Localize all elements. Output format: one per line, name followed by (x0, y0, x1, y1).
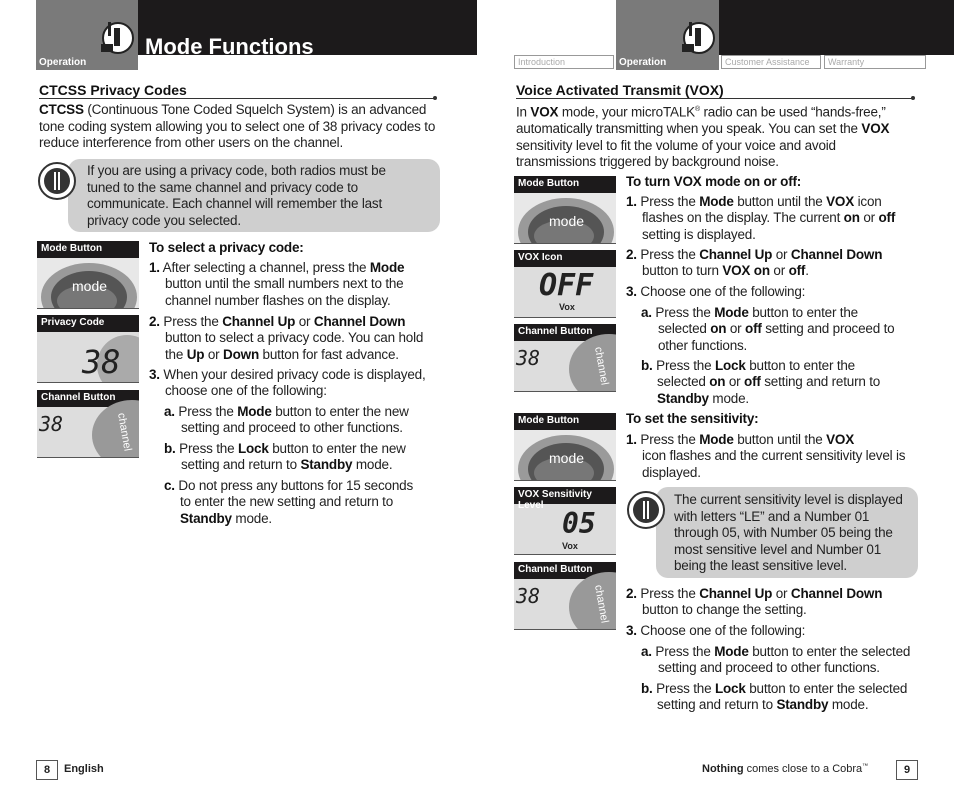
tab-operation-right-label: Operation (619, 57, 667, 68)
ctcss-intro-rest: (Continuous Tone Coded Squelch System) is an advanced tone coding system allowing you to select one of 38 privacy codes to reduce interference from other users on the channel. (39, 102, 436, 150)
image-label: Privacy Code (37, 315, 139, 332)
vox-heading-2: To set the sensitivity: (626, 411, 759, 426)
note-box-left (68, 159, 440, 232)
image-label: Mode Button (514, 176, 616, 193)
note-text-left: If you are using a privacy code, both radios must be tuned to the same channel and privacy code to communicate. Each channel will remember the last privacy code you selected. (87, 163, 386, 228)
channel-button-image-r1 (514, 324, 616, 392)
channel-digits: 38 (516, 584, 541, 608)
image-label: Channel Button (514, 562, 616, 579)
tab-operation-left-label: Operation (39, 57, 87, 68)
left-step-3a: a. Press the Mode button to enter the new (164, 404, 409, 419)
privacy-heading: To select a privacy code: (149, 240, 304, 255)
note-box-right (656, 487, 918, 578)
channel-digits: 38 (516, 346, 541, 370)
mode-button-image (37, 241, 139, 309)
left-step-3b1: b. Press the Lock button to enter the new (164, 441, 406, 456)
footer-language: English (64, 763, 104, 775)
ctcss-section-title: CTCSS Privacy Codes (39, 82, 187, 98)
off-display: OFF (539, 268, 594, 303)
image-label: VOX Icon (514, 250, 616, 267)
mode-button-image-r2 (514, 413, 616, 481)
note-text-right: The current sensitivity level is displayed with letters “LE” and a Number 01 through 05, with Number 05 being the most sensitive level and Number 01 being the least sensitive level. (674, 492, 903, 573)
tab-introduction[interactable]: Introduction (514, 55, 614, 69)
level-display: 05 (562, 507, 596, 540)
vox-sensitivity-image (514, 487, 616, 555)
info-icon-right (627, 491, 665, 529)
sens-step-3b2: setting and return to Standby mode. (657, 697, 869, 712)
vox-display: Vox (559, 302, 575, 312)
operation-icon-right (677, 18, 717, 56)
sens-step-3: 3. Choose one of the following: (626, 623, 806, 638)
page-title: Mode Functions (145, 34, 314, 59)
sens-step-3a: a. Press the Mode button to enter the selected (641, 644, 911, 659)
channel-digits: 38 (39, 412, 64, 436)
vox-heading-1: To turn VOX mode on or off: (626, 174, 802, 189)
mode-label: mode (549, 213, 585, 229)
right-step-3: 3. Choose one of the following: (626, 284, 806, 299)
section-rule (39, 98, 434, 99)
channel-button-image-r2 (514, 562, 616, 630)
left-step-3b: choose one of the following: (165, 383, 327, 398)
left-step-1: 1. After selecting a channel, press the Mode (149, 260, 405, 275)
image-label: Channel Button (514, 324, 616, 341)
right-step-3a: a. Press the Mode button to enter the (641, 305, 858, 320)
section-dot (433, 96, 437, 100)
image-label: Mode Button (514, 413, 616, 430)
ctcss-intro (39, 102, 439, 152)
left-step-3c1: c. Do not press any buttons for 15 seconds (164, 478, 414, 493)
left-step-3a2: setting and proceed to other functions. (181, 420, 403, 435)
channel-button-image (37, 390, 139, 458)
right-step-2b: button to turn VOX on or off. (642, 263, 809, 278)
sens-step-3b: b. Press the Lock button to enter the selected (641, 681, 908, 696)
sens-step-2b: button to change the setting. (642, 602, 807, 617)
left-step-2: 2. Press the Channel Up or Channel Down (149, 314, 406, 329)
vox-intro: In VOX mode, your microTALK® radio can be used “hands-free,” automatically transmitting when you speak. You can set the VOX sensitivity level to fit the volume of your voice and avoid transmissions triggered by background noise. (516, 104, 890, 169)
section-dot (911, 96, 915, 100)
left-step-3b2: setting and return to Standby mode. (181, 457, 393, 472)
sens-step-3a2: setting and proceed to other functions. (658, 660, 880, 675)
section-rule (516, 98, 912, 99)
sens-step-1b: icon flashes and the current sensitivity level is displayed. (642, 448, 906, 480)
image-label: Mode Button (37, 241, 139, 258)
left-step-3c2: to enter the new setting and return to Standby mode. (180, 494, 394, 526)
footer-tagline: Nothing comes close to a Cobra™ (702, 763, 869, 775)
left-step-2b: button to select a privacy code. You can hold the Up or Down button for fast advance. (165, 330, 424, 362)
right-step-2: 2. Press the Channel Up or Channel Down (626, 247, 883, 262)
right-step-1: 1. Press the Mode button until the VOX icon (626, 194, 882, 209)
channel-label: channel (592, 583, 611, 625)
vox-icon-image (514, 250, 616, 318)
operation-icon (96, 18, 136, 56)
vox-display: Vox (562, 541, 578, 551)
channel-label: channel (592, 345, 611, 387)
image-label: Channel Button (37, 390, 139, 407)
mode-button-image-r1 (514, 176, 616, 244)
sens-step-2: 2. Press the Channel Up or Channel Down (626, 586, 883, 601)
right-step-3b: b. Press the Lock button to enter the (641, 358, 855, 373)
sens-step-1: 1. Press the Mode button until the VOX (626, 432, 855, 447)
privacy-code-image (37, 315, 139, 383)
ctcss-bold: CTCSS (39, 102, 84, 117)
vox-section-title: Voice Activated Transmit (VOX) (516, 82, 724, 98)
privacy-digits: 38 (82, 343, 121, 381)
mode-label: mode (549, 450, 585, 466)
tab-warranty[interactable]: Warranty (824, 55, 926, 69)
page-number-right: 9 (896, 760, 918, 780)
left-step-3: 3. When your desired privacy code is displayed, (149, 367, 426, 382)
image-label: VOX Sensitivity Level (514, 487, 616, 504)
left-step-1b: button until the small numbers next to the channel number flashes on the display. (165, 276, 404, 308)
right-step-3b2: selected on or off setting and return to Standby mode. (657, 374, 881, 406)
right-step-1b: flashes on the display. The current on or off setting is displayed. (642, 210, 896, 242)
channel-label: channel (115, 411, 134, 453)
right-step-3a2: selected on or off setting and proceed to other functions. (658, 321, 895, 353)
page-number-left: 8 (36, 760, 58, 780)
tab-customer-assistance[interactable]: Customer Assistance (721, 55, 821, 69)
mode-label: mode (72, 278, 108, 294)
info-icon (38, 162, 76, 200)
